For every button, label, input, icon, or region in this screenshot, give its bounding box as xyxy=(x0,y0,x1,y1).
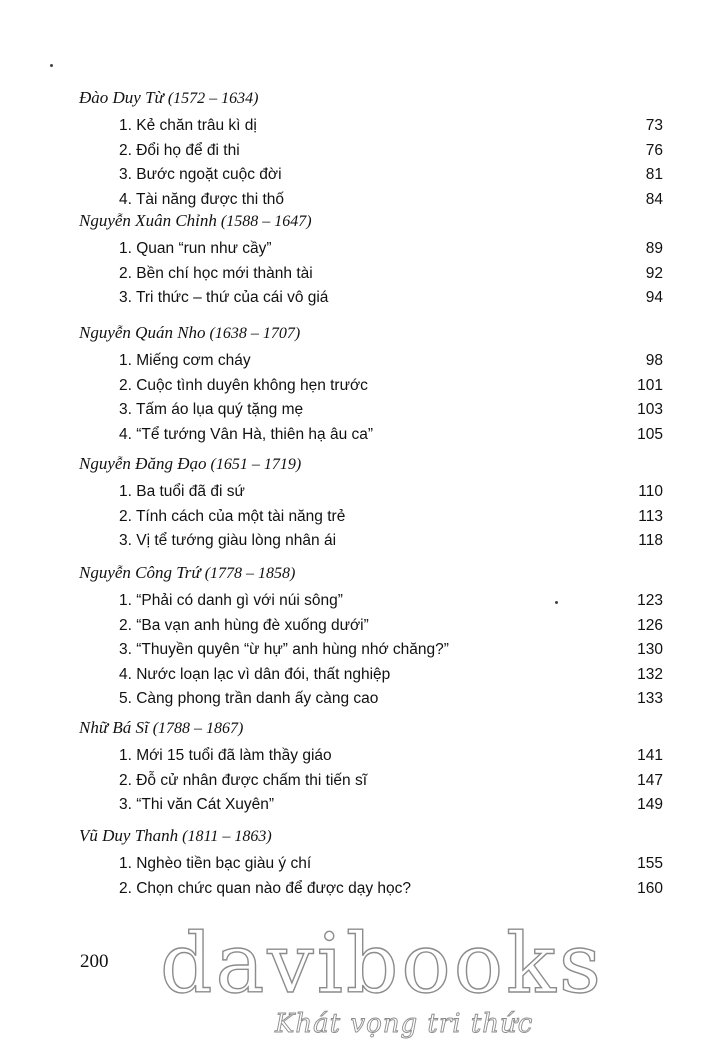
entry-page-number: 98 xyxy=(645,352,663,369)
page-number: 200 xyxy=(80,951,109,972)
entry-title: 2. Đổi họ để đi thi xyxy=(119,141,240,159)
section-years: (1811 – 1863) xyxy=(182,828,272,845)
toc-entry xyxy=(119,795,663,815)
entry-title: 3. Tấm áo lụa quý tặng mẹ xyxy=(119,401,304,418)
section-name: Nguyễn Công Trứ xyxy=(79,563,201,582)
entry-title: 4. “Tể tướng Vân Hà, thiên hạ âu ca” xyxy=(119,425,374,443)
section-heading xyxy=(79,718,243,738)
entry-title: 1. Nghèo tiền bạc giàu ý chí xyxy=(119,855,312,872)
entry-title: 4. Nước loạn lạc vì dân đói, thất nghiệp xyxy=(119,665,391,683)
watermark-tagline: Khát vọng tri thức xyxy=(275,1009,534,1039)
entry-page-number: 126 xyxy=(637,616,663,634)
watermark-brand: davibooks xyxy=(160,917,604,1012)
entry-page-number: 133 xyxy=(637,690,663,707)
section-years: (1588 – 1647) xyxy=(220,213,312,230)
entry-page-number: 92 xyxy=(645,264,663,282)
entry-title: 2. Chọn chức quan nào để được dạy học? xyxy=(119,879,412,897)
entry-title: 2. Đỗ cử nhân được chấm thi tiến sĩ xyxy=(119,771,368,789)
toc-entry xyxy=(119,879,663,899)
toc-entry xyxy=(119,854,663,874)
entry-page-number: 103 xyxy=(637,401,663,418)
toc-entry xyxy=(119,746,663,766)
toc-entry xyxy=(119,616,663,636)
section-heading xyxy=(79,826,272,846)
entry-title: 1. Kẻ chăn trâu kì dị xyxy=(119,117,257,134)
section-name: Đào Duy Từ xyxy=(79,88,164,107)
toc-entry xyxy=(119,116,663,136)
entry-page-number: 81 xyxy=(645,166,663,183)
entry-page-number: 141 xyxy=(637,747,663,764)
entry-title: 1. Quan “run như cầy” xyxy=(119,240,272,257)
toc-entry xyxy=(119,190,663,210)
entry-title: 1. “Phải có danh gì với núi sông” xyxy=(119,592,343,609)
entry-page-number: 118 xyxy=(638,532,663,549)
section-heading xyxy=(79,88,258,108)
entry-title: 5. Càng phong trần danh ấy càng cao xyxy=(119,690,379,707)
entry-page-number: 101 xyxy=(637,376,663,394)
scan-speck xyxy=(50,64,53,67)
entry-page-number: 123 xyxy=(637,592,663,609)
entry-page-number: 155 xyxy=(637,855,663,872)
toc-entry xyxy=(119,400,663,420)
toc-entry xyxy=(119,689,663,709)
toc-entry xyxy=(119,425,663,445)
entry-title: 2. Cuộc tình duyên không hẹn trước xyxy=(119,376,368,394)
section-name: Nguyễn Quán Nho xyxy=(79,323,206,342)
toc-entry xyxy=(119,351,663,371)
entry-page-number: 110 xyxy=(638,483,663,500)
toc-entry xyxy=(119,288,663,308)
entry-title: 1. Miếng cơm cháy xyxy=(119,352,251,369)
entry-title: 1. Mới 15 tuổi đã làm thầy giáo xyxy=(119,747,332,764)
entry-page-number: 130 xyxy=(637,641,663,658)
entry-page-number: 73 xyxy=(645,117,663,134)
section-years: (1572 – 1634) xyxy=(167,90,259,107)
section-name: Nhữ Bá Sĩ xyxy=(79,718,149,737)
entry-title: 2. “Ba vạn anh hùng đè xuống dưới” xyxy=(119,616,369,634)
entry-page-number: 94 xyxy=(645,289,663,306)
entry-page-number: 160 xyxy=(637,879,663,897)
entry-page-number: 149 xyxy=(637,796,663,813)
entry-page-number: 89 xyxy=(645,240,663,257)
section-years: (1778 – 1858) xyxy=(204,565,296,582)
entry-title: 2. Tính cách của một tài năng trẻ xyxy=(119,507,346,525)
section-heading xyxy=(79,211,312,231)
section-years: (1638 – 1707) xyxy=(209,325,301,342)
section-name: Nguyễn Đăng Đạo xyxy=(79,454,207,473)
entry-page-number: 105 xyxy=(637,425,663,443)
entry-title: 3. “Thi văn Cát Xuyên” xyxy=(119,796,275,813)
toc-entry xyxy=(119,264,663,284)
entry-title: 3. Bước ngoặt cuộc đời xyxy=(119,166,282,183)
section-years: (1651 – 1719) xyxy=(210,456,302,473)
entry-page-number: 84 xyxy=(645,190,663,208)
entry-page-number: 113 xyxy=(638,507,663,525)
toc-entry xyxy=(119,591,663,611)
section-heading xyxy=(79,323,300,343)
toc-entry xyxy=(119,376,663,396)
toc-entry xyxy=(119,141,663,161)
toc-entry xyxy=(119,531,663,551)
entry-title: 3. Tri thức – thứ của cái vô giá xyxy=(119,289,329,306)
toc-entry xyxy=(119,640,663,660)
entry-title: 3. “Thuyền quyên “ừ hự” anh hùng nhớ chăng?” xyxy=(119,641,449,658)
entry-title: 1. Ba tuổi đã đi sứ xyxy=(119,483,245,500)
entry-page-number: 76 xyxy=(645,141,663,159)
entry-title: 4. Tài năng được thi thố xyxy=(119,190,285,208)
entry-title: 2. Bền chí học mới thành tài xyxy=(119,264,313,282)
scan-speck xyxy=(555,601,558,604)
entry-page-number: 147 xyxy=(637,771,663,789)
toc-entry xyxy=(119,771,663,791)
section-years: (1788 – 1867) xyxy=(152,720,244,737)
toc-entry xyxy=(119,507,663,527)
entry-page-number: 132 xyxy=(637,665,663,683)
entry-title: 3. Vị tể tướng giàu lòng nhân ái xyxy=(119,532,337,549)
toc-entry xyxy=(119,665,663,685)
toc-entry xyxy=(119,165,663,185)
section-heading xyxy=(79,563,295,583)
toc-entry xyxy=(119,482,663,502)
section-name: Vũ Duy Thanh xyxy=(79,826,179,845)
section-heading xyxy=(79,454,301,474)
section-name: Nguyễn Xuân Chỉnh xyxy=(79,211,217,230)
toc-entry xyxy=(119,239,663,259)
